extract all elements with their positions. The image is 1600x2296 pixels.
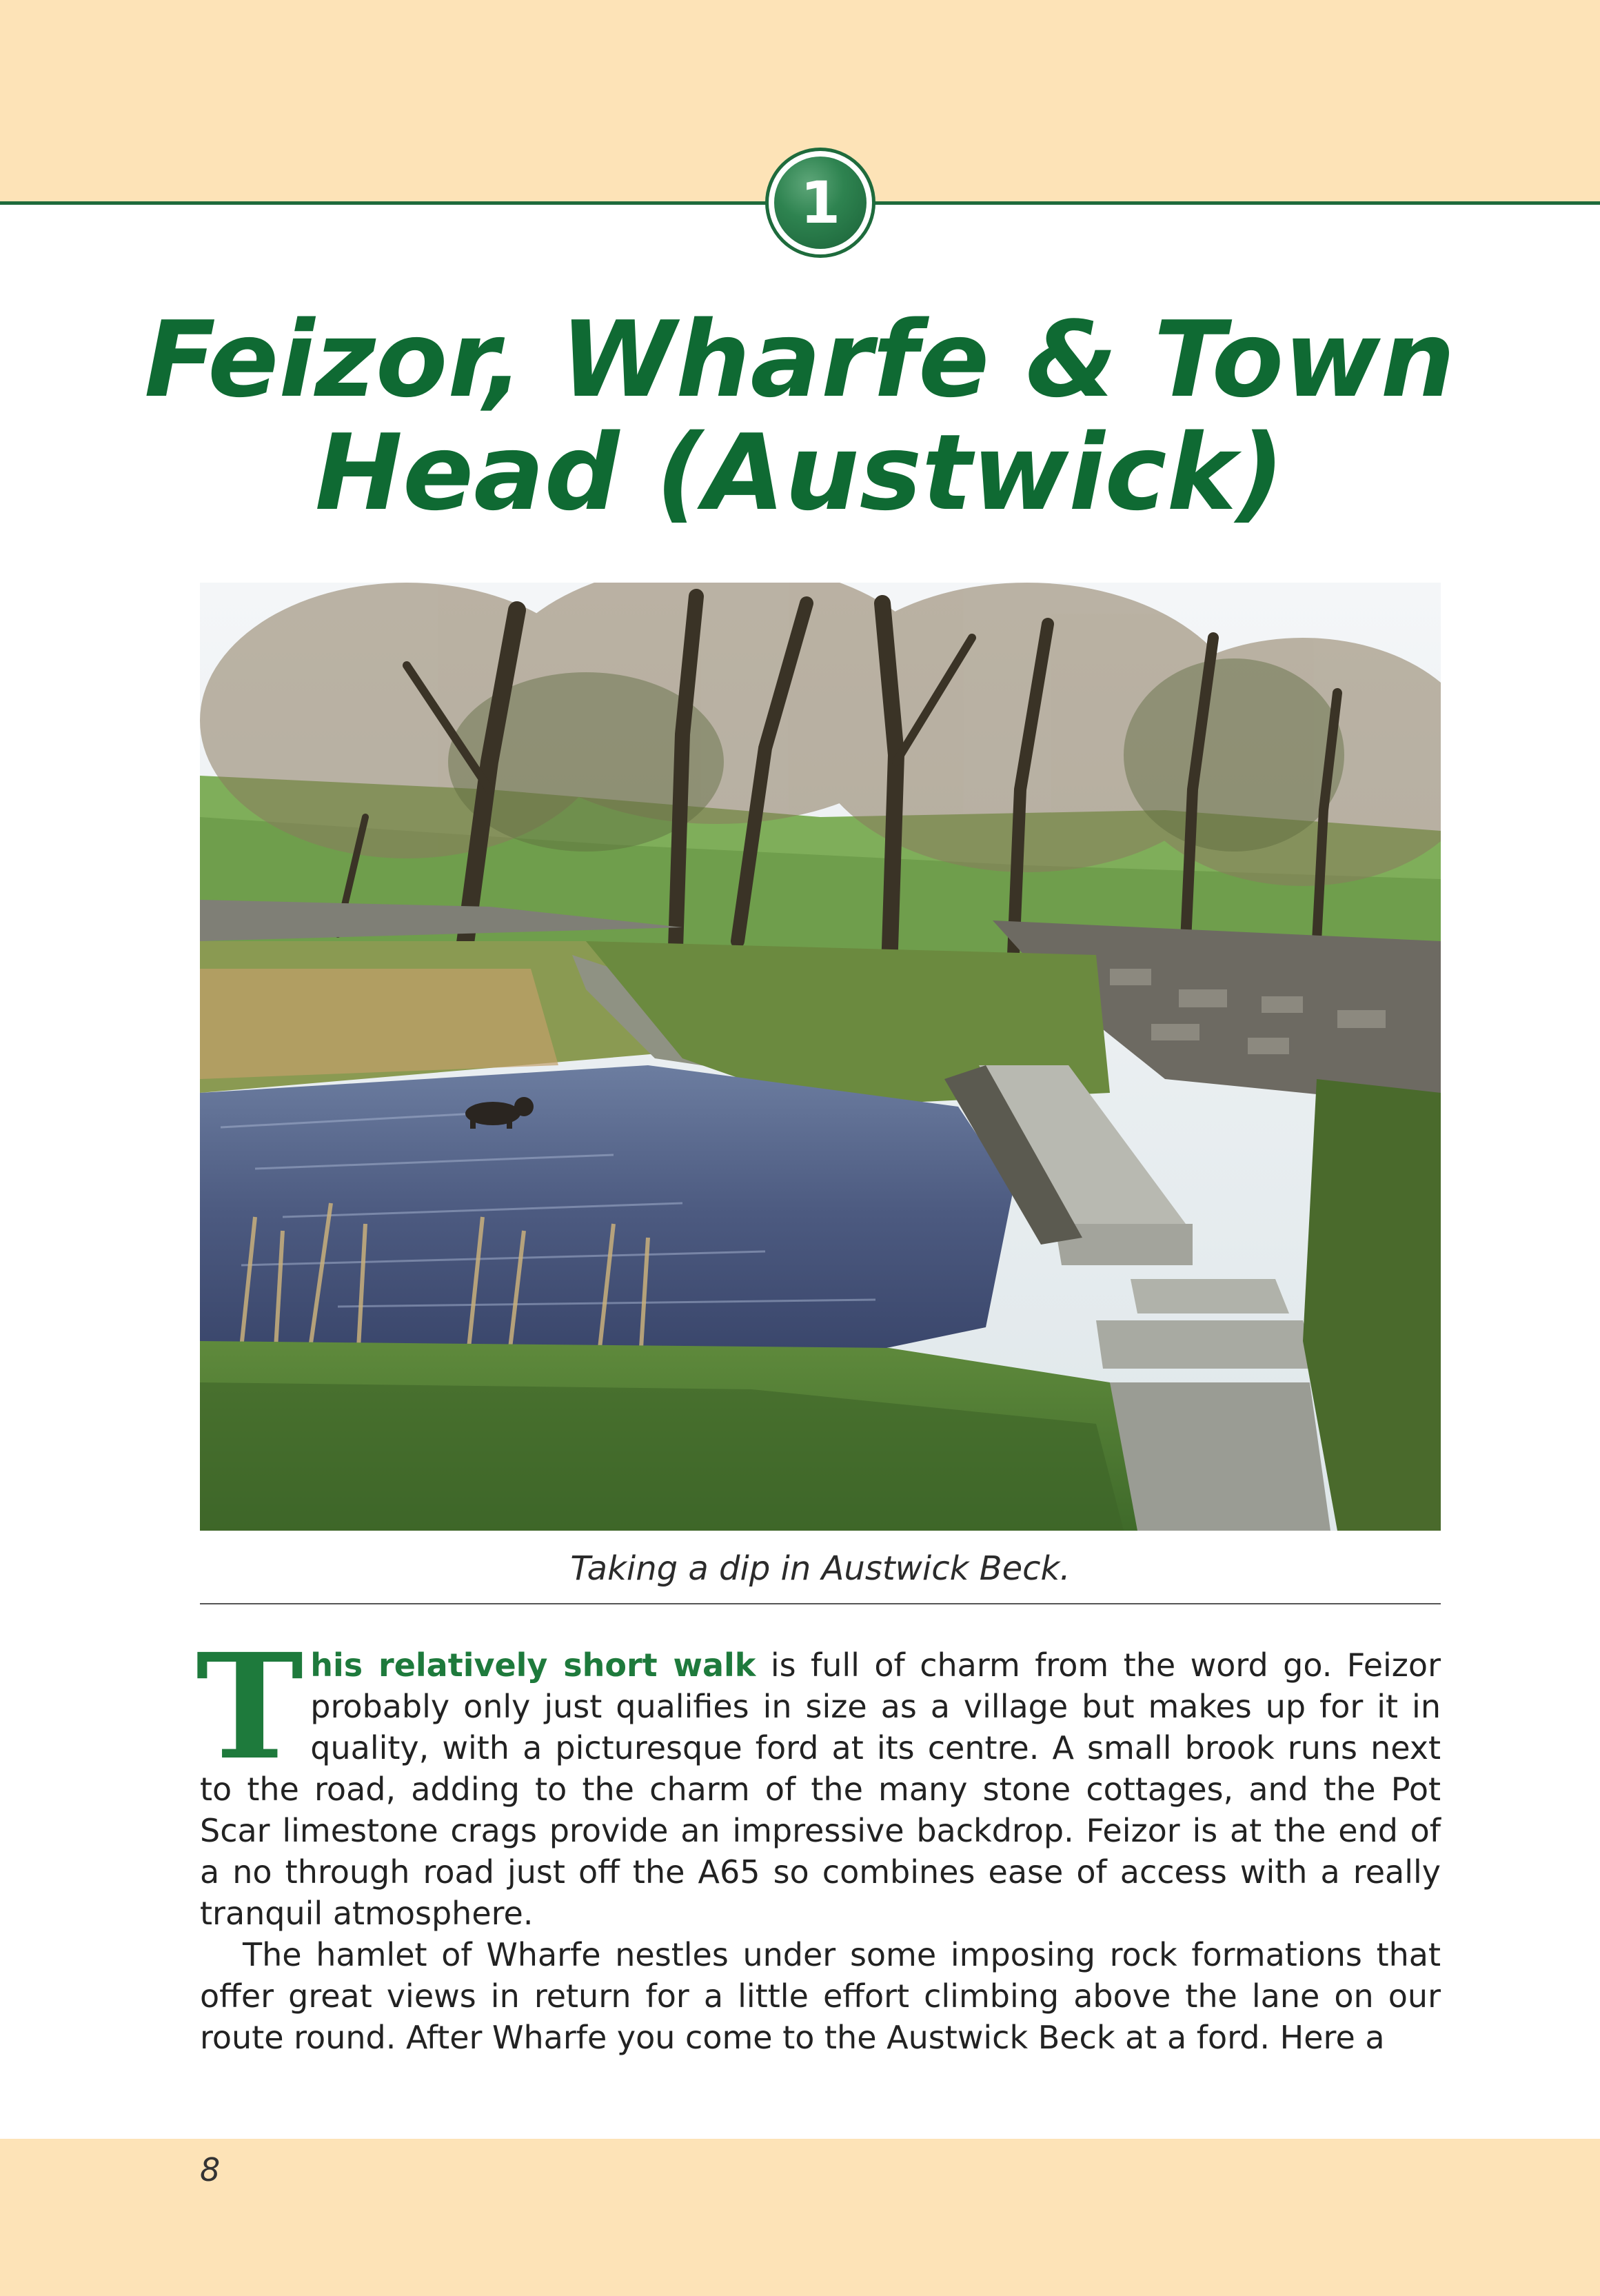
body-text bbox=[196, 1622, 1441, 2058]
photo-caption: Taking a dip in Austwick Beck. bbox=[570, 1549, 1071, 1588]
stream-ford-photo bbox=[200, 583, 1441, 1531]
title-line-2: Head (Austwick) bbox=[314, 412, 1285, 534]
paragraph-2: The hamlet of Wharfe nestles under some imposing rock formations that offer great views in return for a little effort climbing above the lane on our route round. After Wharfe you come to the Austwick Beck at a ford. Here a bbox=[200, 1936, 1441, 2056]
drop-cap: T bbox=[196, 1622, 304, 1792]
page-title bbox=[138, 299, 1461, 534]
paragraph-1-text: is full of charm from the word go. Feizor probably only just qualifies in size as a village but makes up for it in quality, with a picturesque ford at its centre. A small brook runs next to the road, adding to the charm of the many stone cottages, and the Pot Scar limestone crags provide an impressive backdrop. Feizor is at the end of a no through road just off the A65 so combines ease of access with a really tranquil atmosphere. bbox=[200, 1647, 1441, 1932]
paragraph-1 bbox=[196, 1622, 1441, 1934]
chapter-number: 1 bbox=[774, 157, 867, 249]
caption-divider bbox=[200, 1603, 1441, 1604]
title-line-1: Feizor, Wharfe & Town bbox=[144, 299, 1455, 421]
chapter-number-badge bbox=[765, 148, 875, 258]
lead-in: his relatively short walk bbox=[310, 1647, 756, 1684]
footer-band bbox=[0, 2139, 1600, 2296]
page-number: 8 bbox=[200, 2151, 221, 2188]
